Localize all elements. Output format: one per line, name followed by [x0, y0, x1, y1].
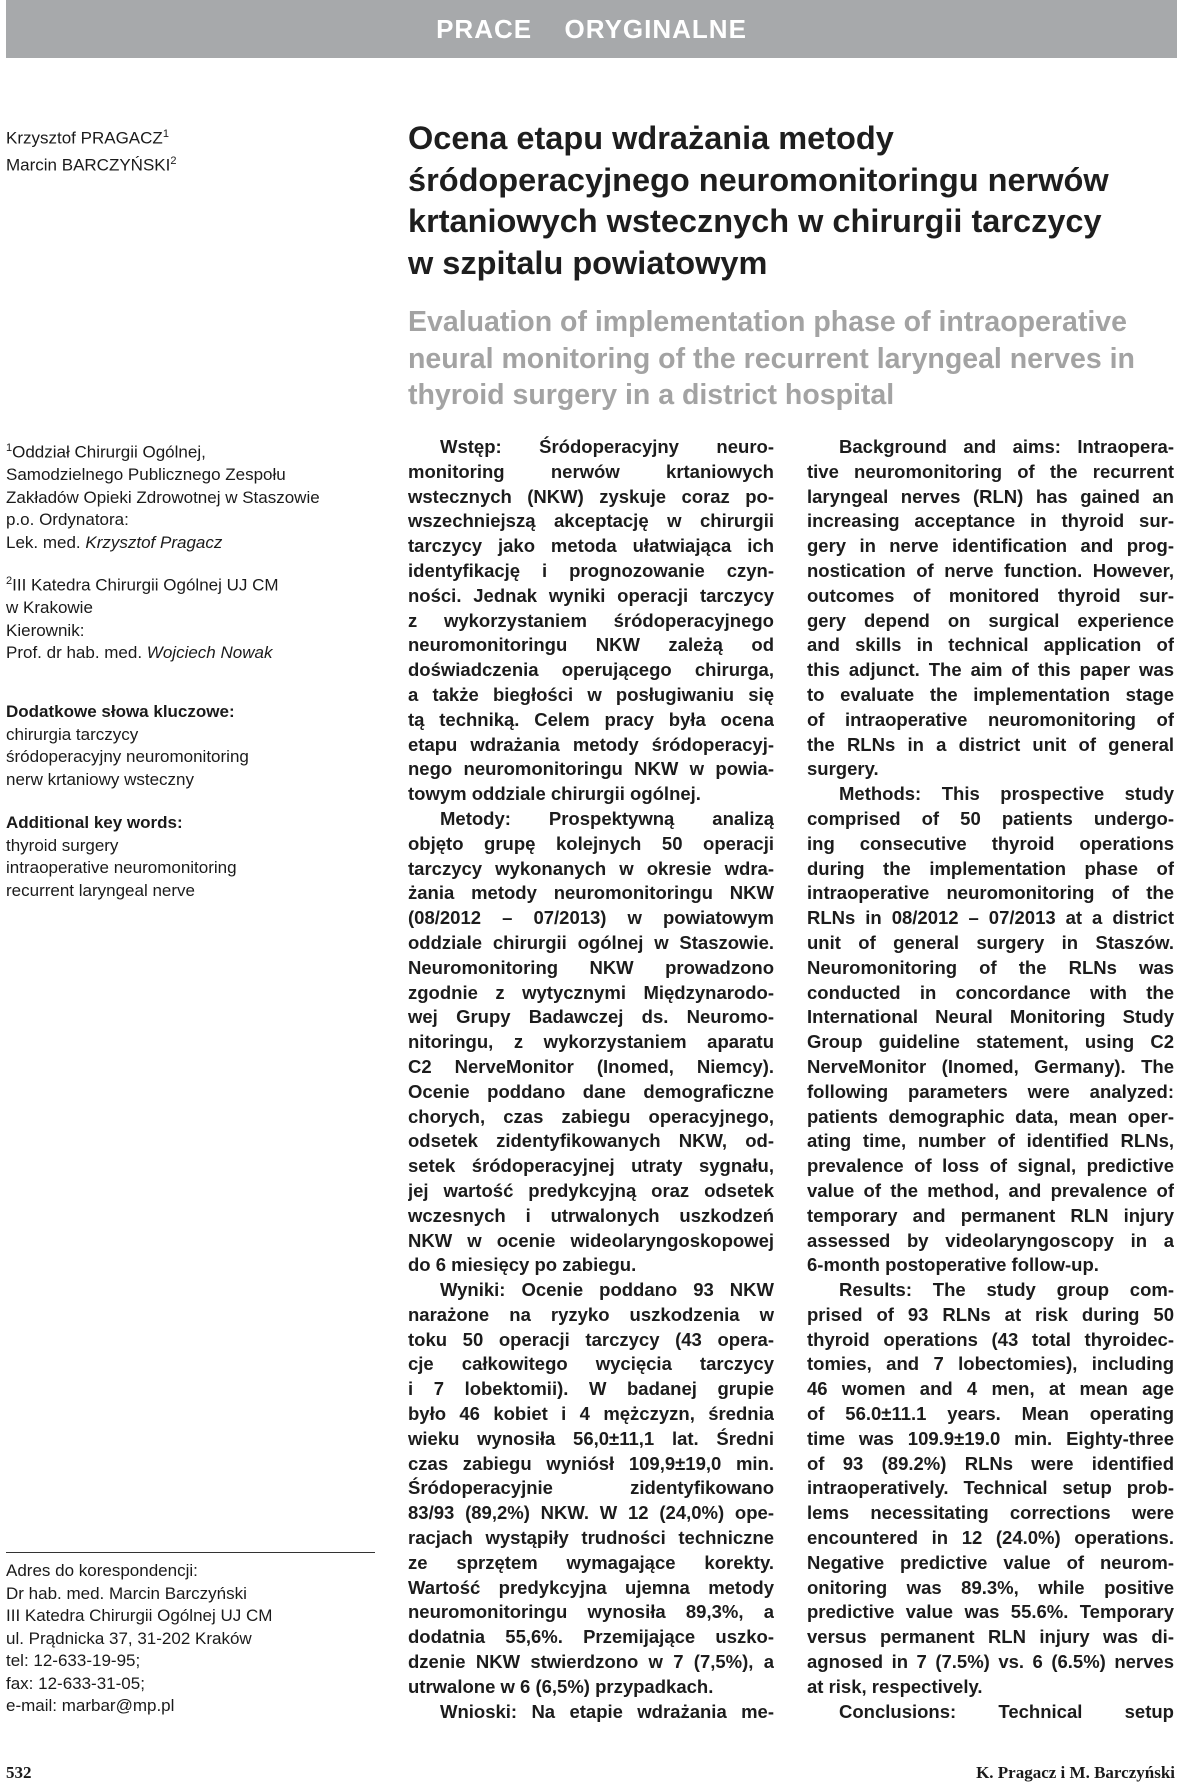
abstract-line: nego neuromonitoringu NKW w powia- [408, 758, 774, 780]
article-title-polish [408, 118, 1168, 284]
author-2: Marcin BARCZYŃSKI$^2$ [6, 155, 177, 175]
abstract-line: wstecznych (NKW) zyskuje coraz po- [408, 485, 774, 507]
abstract-line: this adjunct. The aim of this paper was [807, 659, 1174, 681]
abstract-line: ing consecutive thyroid operations [807, 832, 1174, 854]
abstract-line: of 56.0±11.1 years. Mean operating [807, 1403, 1174, 1425]
abstract-line: żania metody neuromonitoringu NKW [408, 882, 774, 904]
abstract-line: doświadczenia operującego chirurga, [408, 659, 774, 681]
keyword: intraoperative neuromonitoring [6, 858, 237, 877]
abstract-line: RLNs in 08/2012 – 07/2013 at a district [807, 907, 1174, 929]
abstract-line: C2 NerveMonitor (Inomed, Niemcy). [408, 1055, 774, 1077]
abstract-line: laryngeal nerves (RLN) has gained an [807, 485, 1174, 507]
abstract-line: wczesnych i utrwalonych uszkodzeń [408, 1204, 774, 1226]
keywords-heading: Additional key words: [6, 813, 183, 832]
abstract-polish [408, 435, 774, 1724]
abstract-line: tą techniką. Celem pracy była ocena [408, 708, 774, 730]
abstract-line: during the implementation phase of [807, 857, 1174, 879]
abstract-line: intraoperatively. Technical setup prob- [807, 1477, 1174, 1499]
keyword: śródoperacyjny neuromonitoring [6, 747, 249, 766]
abstract-line: było 46 kobiet i 4 mężczyzn, średnia [408, 1403, 774, 1425]
title-line: neural monitoring of the recurrent laryngeal nerves in [408, 342, 1135, 375]
keyword: chirurgia tarczycy [6, 724, 139, 744]
author-list [6, 123, 376, 177]
email-address[interactable]: e-mail: marbar@mp.pl [6, 1696, 175, 1715]
abstract-line: to evaluate the implementation stage [807, 683, 1174, 705]
abstract-line: Śródoperacyjnie zidentyfikowano [408, 1477, 774, 1499]
section-header-label: PRACE ORYGINALNE [436, 13, 747, 44]
abstract-line: neuromonitoringu wynosiła 89,3%, a [408, 1601, 774, 1623]
abstract-line: ności. Jednak wyniki operacji tarczycy [408, 584, 774, 606]
abstract-line: patients demographic data, mean oper- [807, 1105, 1174, 1127]
author-1: Krzysztof PRAGACZ$^1$ [6, 128, 169, 148]
abstract-line: Group guideline statement, using C2 [807, 1031, 1174, 1053]
abstract-line: objęto grupę kolejnych 50 operacji [408, 832, 774, 854]
title-line: Evaluation of implementation phase of intraoperative [408, 306, 1127, 338]
abstract-line: jej wartość predykcyjną oraz odsetek [408, 1179, 774, 1201]
abstract-line: Results: The study group com- [839, 1279, 1174, 1301]
abstract-line: following parameters were analyzed: [807, 1080, 1174, 1102]
abstract-line: Wnioski: Na etapie wdrażania me- [440, 1700, 774, 1722]
abstract-line: and skills in technical application of [807, 634, 1174, 656]
abstract-line: onitoring was 89.3%, while positive [807, 1576, 1174, 1598]
abstract-line: monitoring nerwów krtaniowych [408, 460, 774, 482]
abstract-line: do 6 miesięcy po zabiegu. [408, 1254, 637, 1276]
correspondence-address: Adres do korespondencji: Dr hab. med. Marcin Barczyński III Katedra Chirurgii Ogólnej UJ CM ul. Prądnicka 37, 31-202 Kraków tel: 12-633-19-95; fax: 12-633-31-05; e-mail: marbar@mp.pl [6, 1560, 376, 1718]
abstract-line: prised of 93 RLNs at risk during 50 [807, 1303, 1174, 1325]
abstract-line: conducted in concordance with the [807, 981, 1174, 1003]
abstract-line: of 93 (89.2%) RLNs were identified [807, 1452, 1174, 1474]
abstract-line: nitoringu, z wykorzystaniem aparatu [408, 1031, 774, 1053]
abstract-line: prevalence of loss of signal, predictive [807, 1155, 1174, 1177]
affiliation-2: $^2$III Katedra Chirurgii Ogólnej UJ CM w Krakowie Kierownik: Prof. dr hab. med. Wojciech Nowak [6, 575, 279, 663]
title-line: krtaniowych wstecznych w chirurgii tarczycy [408, 203, 1102, 239]
abstract-line: surgery. [807, 758, 879, 780]
abstract-line: Neuromonitoring of the RLNs was [807, 956, 1174, 978]
abstract-line: assessed by videolaryngoscopy in a [807, 1229, 1174, 1251]
abstract-line: czas zabiegu wyniósł 109,9±19,0 min. [408, 1452, 774, 1474]
abstract-line: wieku wynosiła 56,0±11,1 lat. Średni [408, 1427, 774, 1449]
abstract-line: narażone na ryzyko uszkodzenia w [408, 1303, 774, 1325]
abstract-line: increasing acceptance in thyroid sur- [807, 510, 1174, 532]
running-head: K. Pragacz i M. Barczyński [976, 1763, 1175, 1782]
abstract-line: 83/93 (89,2%) NKW. W 12 (24,0%) ope- [408, 1502, 774, 1524]
abstract-line: (08/2012 – 07/2013) w powiatowym [408, 907, 774, 929]
abstract-line: identyfikację i prognozowanie czyn- [408, 559, 774, 581]
title-line: w szpitalu powiatowym [408, 244, 768, 281]
abstract-line: gery in nerve identification and prog- [807, 535, 1174, 557]
keyword: nerw krtaniowy wsteczny [6, 769, 195, 789]
abstract-line: tarczycy wykonanych w okresie wdra- [408, 857, 774, 879]
abstract-line: value of the method, and prevalence of [807, 1179, 1174, 1201]
abstract-line: cje całkowitego wycięcia tarczycy [408, 1353, 774, 1375]
abstract-line: temporary and permanent RLN injury [807, 1204, 1174, 1226]
abstract-line: Background and aims: Intraopera- [839, 436, 1174, 457]
abstract-line: Conclusions: Technical setup [839, 1700, 1174, 1722]
keywords-english [6, 812, 376, 902]
abstract-line: unit of general surgery in Staszów. [807, 931, 1174, 953]
abstract-line: ze sprzętem wymagające korekty. [408, 1551, 774, 1573]
affiliation-1: $^1$Oddział Chirurgii Ogólnej, Samodzielnego Publicznego Zespołu Zakładów Opieki Zdrowotnej w Staszowie p.o. Ordynatora: Lek. med. Krzysztof Pragacz [6, 442, 320, 552]
abstract-line: a także biegłości w posługiwaniu się [408, 683, 774, 705]
abstract-line: comprised of 50 patients undergo- [807, 807, 1174, 829]
abstract-line: predictive value was 55.6%. Temporary [807, 1601, 1174, 1623]
abstract-line: lems necessitating corrections were [807, 1502, 1174, 1524]
abstract-line: utrwalone w 6 (6,5%) przypadkach. [408, 1675, 714, 1697]
abstract-line: Neuromonitoring NKW prowadzono [408, 956, 774, 978]
abstract-line: tomies, and 7 lobectomies), including [807, 1353, 1174, 1375]
keyword: thyroid surgery [6, 835, 119, 855]
article-title-english [408, 304, 1178, 414]
abstract-line: wej Grupy Badawczej ds. Neuromo- [408, 1006, 774, 1028]
abstract-line: encountered in 12 (24.0%) operations. [807, 1527, 1174, 1549]
abstract-line: nostication of nerve function. However, [807, 559, 1174, 581]
abstract-line: towym oddziale chirurgii ogólnej. [408, 783, 701, 805]
abstract-line: zgodnie z wytycznymi Międzynarodo- [408, 981, 774, 1003]
abstract-line: z wykorzystaniem śródoperacyjnego [408, 609, 774, 631]
abstract-line: intraoperative neuromonitoring of the [807, 882, 1174, 904]
abstract-line: etapu wdrażania metody śródoperacyj- [408, 733, 774, 755]
abstract-line: tarczycy jako metoda ułatwiająca ich [408, 535, 774, 557]
abstract-line: the RLNs in a district unit of general [807, 733, 1174, 755]
abstract-line: Wstęp: Śródoperacyjny neuro- [440, 436, 774, 457]
abstract-line: Wartość predykcyjna ujemna metody [408, 1576, 774, 1598]
abstract-line: Metody: Prospektywną analizą [440, 807, 774, 829]
title-line: thyroid surgery in a district hospital [408, 379, 895, 411]
abstract-line: of intraoperative neuromonitoring of [807, 708, 1174, 730]
correspondence-divider [6, 1552, 375, 1553]
abstract-line: Methods: This prospective study [839, 783, 1174, 805]
abstract-line: setek śródoperacyjnej utraty sygnału, [408, 1155, 774, 1177]
abstract-line: gery depend on surgical experience [807, 609, 1174, 631]
abstract-line: ating time, number of identified RLNs, [807, 1130, 1174, 1152]
keywords-polish [6, 701, 376, 791]
abstract-line: Negative predictive value of neurom- [807, 1551, 1174, 1573]
abstract-line: thyroid operations (43 total thyroidec- [807, 1328, 1174, 1350]
abstract-line: at risk, respectively. [807, 1675, 983, 1697]
abstract-line: wszechniejszą akceptację w chirurgii [408, 510, 774, 532]
abstract-line: agnosed in 7 (7.5%) vs. 6 (6.5%) nerves [807, 1651, 1174, 1673]
abstract-line: odsetek zidentyfikowanych NKW, od- [408, 1130, 774, 1152]
abstract-line: International Neural Monitoring Study [807, 1006, 1174, 1028]
abstract-english [807, 435, 1174, 1724]
abstract-line: neuromonitoringu NKW zależą od [408, 634, 774, 656]
abstract-line: Ocenie poddano dane demograficzne [408, 1080, 774, 1102]
abstract-line: versus permanent RLN injury was di- [807, 1626, 1174, 1648]
abstract-line: toku 50 operacji tarczycy (43 opera- [408, 1328, 774, 1350]
abstract-line: NerveMonitor (Inomed, Germany). The [807, 1055, 1174, 1077]
title-line: śródoperacyjnego neuromonitoringu nerwów [408, 161, 1109, 198]
abstract-line: oddziale chirurgii ogólnej w Staszowie. [408, 931, 774, 953]
abstract-line: NKW w ocenie wideolaryngoskopowej [408, 1229, 774, 1251]
keyword: recurrent laryngeal nerve [6, 880, 195, 900]
abstract-line: dzenie NKW stwierdzono w 7 (7,5%), a [408, 1651, 774, 1673]
abstract-line: 6-month postoperative follow-up. [807, 1254, 1099, 1276]
title-line: Ocena etapu wdrażania metody [408, 120, 894, 156]
abstract-line: Wyniki: Ocenie poddano 93 NKW [440, 1279, 774, 1301]
keywords-heading: Dodatkowe słowa kluczowe: [6, 702, 235, 721]
section-header-bar [6, 0, 1177, 58]
abstract-line: time was 109.9±19.0 min. Eighty-three [807, 1427, 1174, 1449]
abstract-line: tive neuromonitoring of the recurrent [807, 460, 1174, 482]
abstract-line: i 7 lobektomii). W badanej grupie [408, 1378, 774, 1400]
abstract-line: outcomes of monitored thyroid sur- [807, 584, 1174, 606]
abstract-line: dodatnia 55,6%. Przemijające uszko- [408, 1626, 774, 1648]
page-number: 532 [6, 1763, 32, 1782]
abstract-line: 46 women and 4 men, at mean age [807, 1378, 1174, 1400]
abstract-line: racjach wystąpiły trudności techniczne [408, 1527, 774, 1549]
abstract-line: chorych, czas zabiegu operacyjnego, [408, 1105, 774, 1127]
